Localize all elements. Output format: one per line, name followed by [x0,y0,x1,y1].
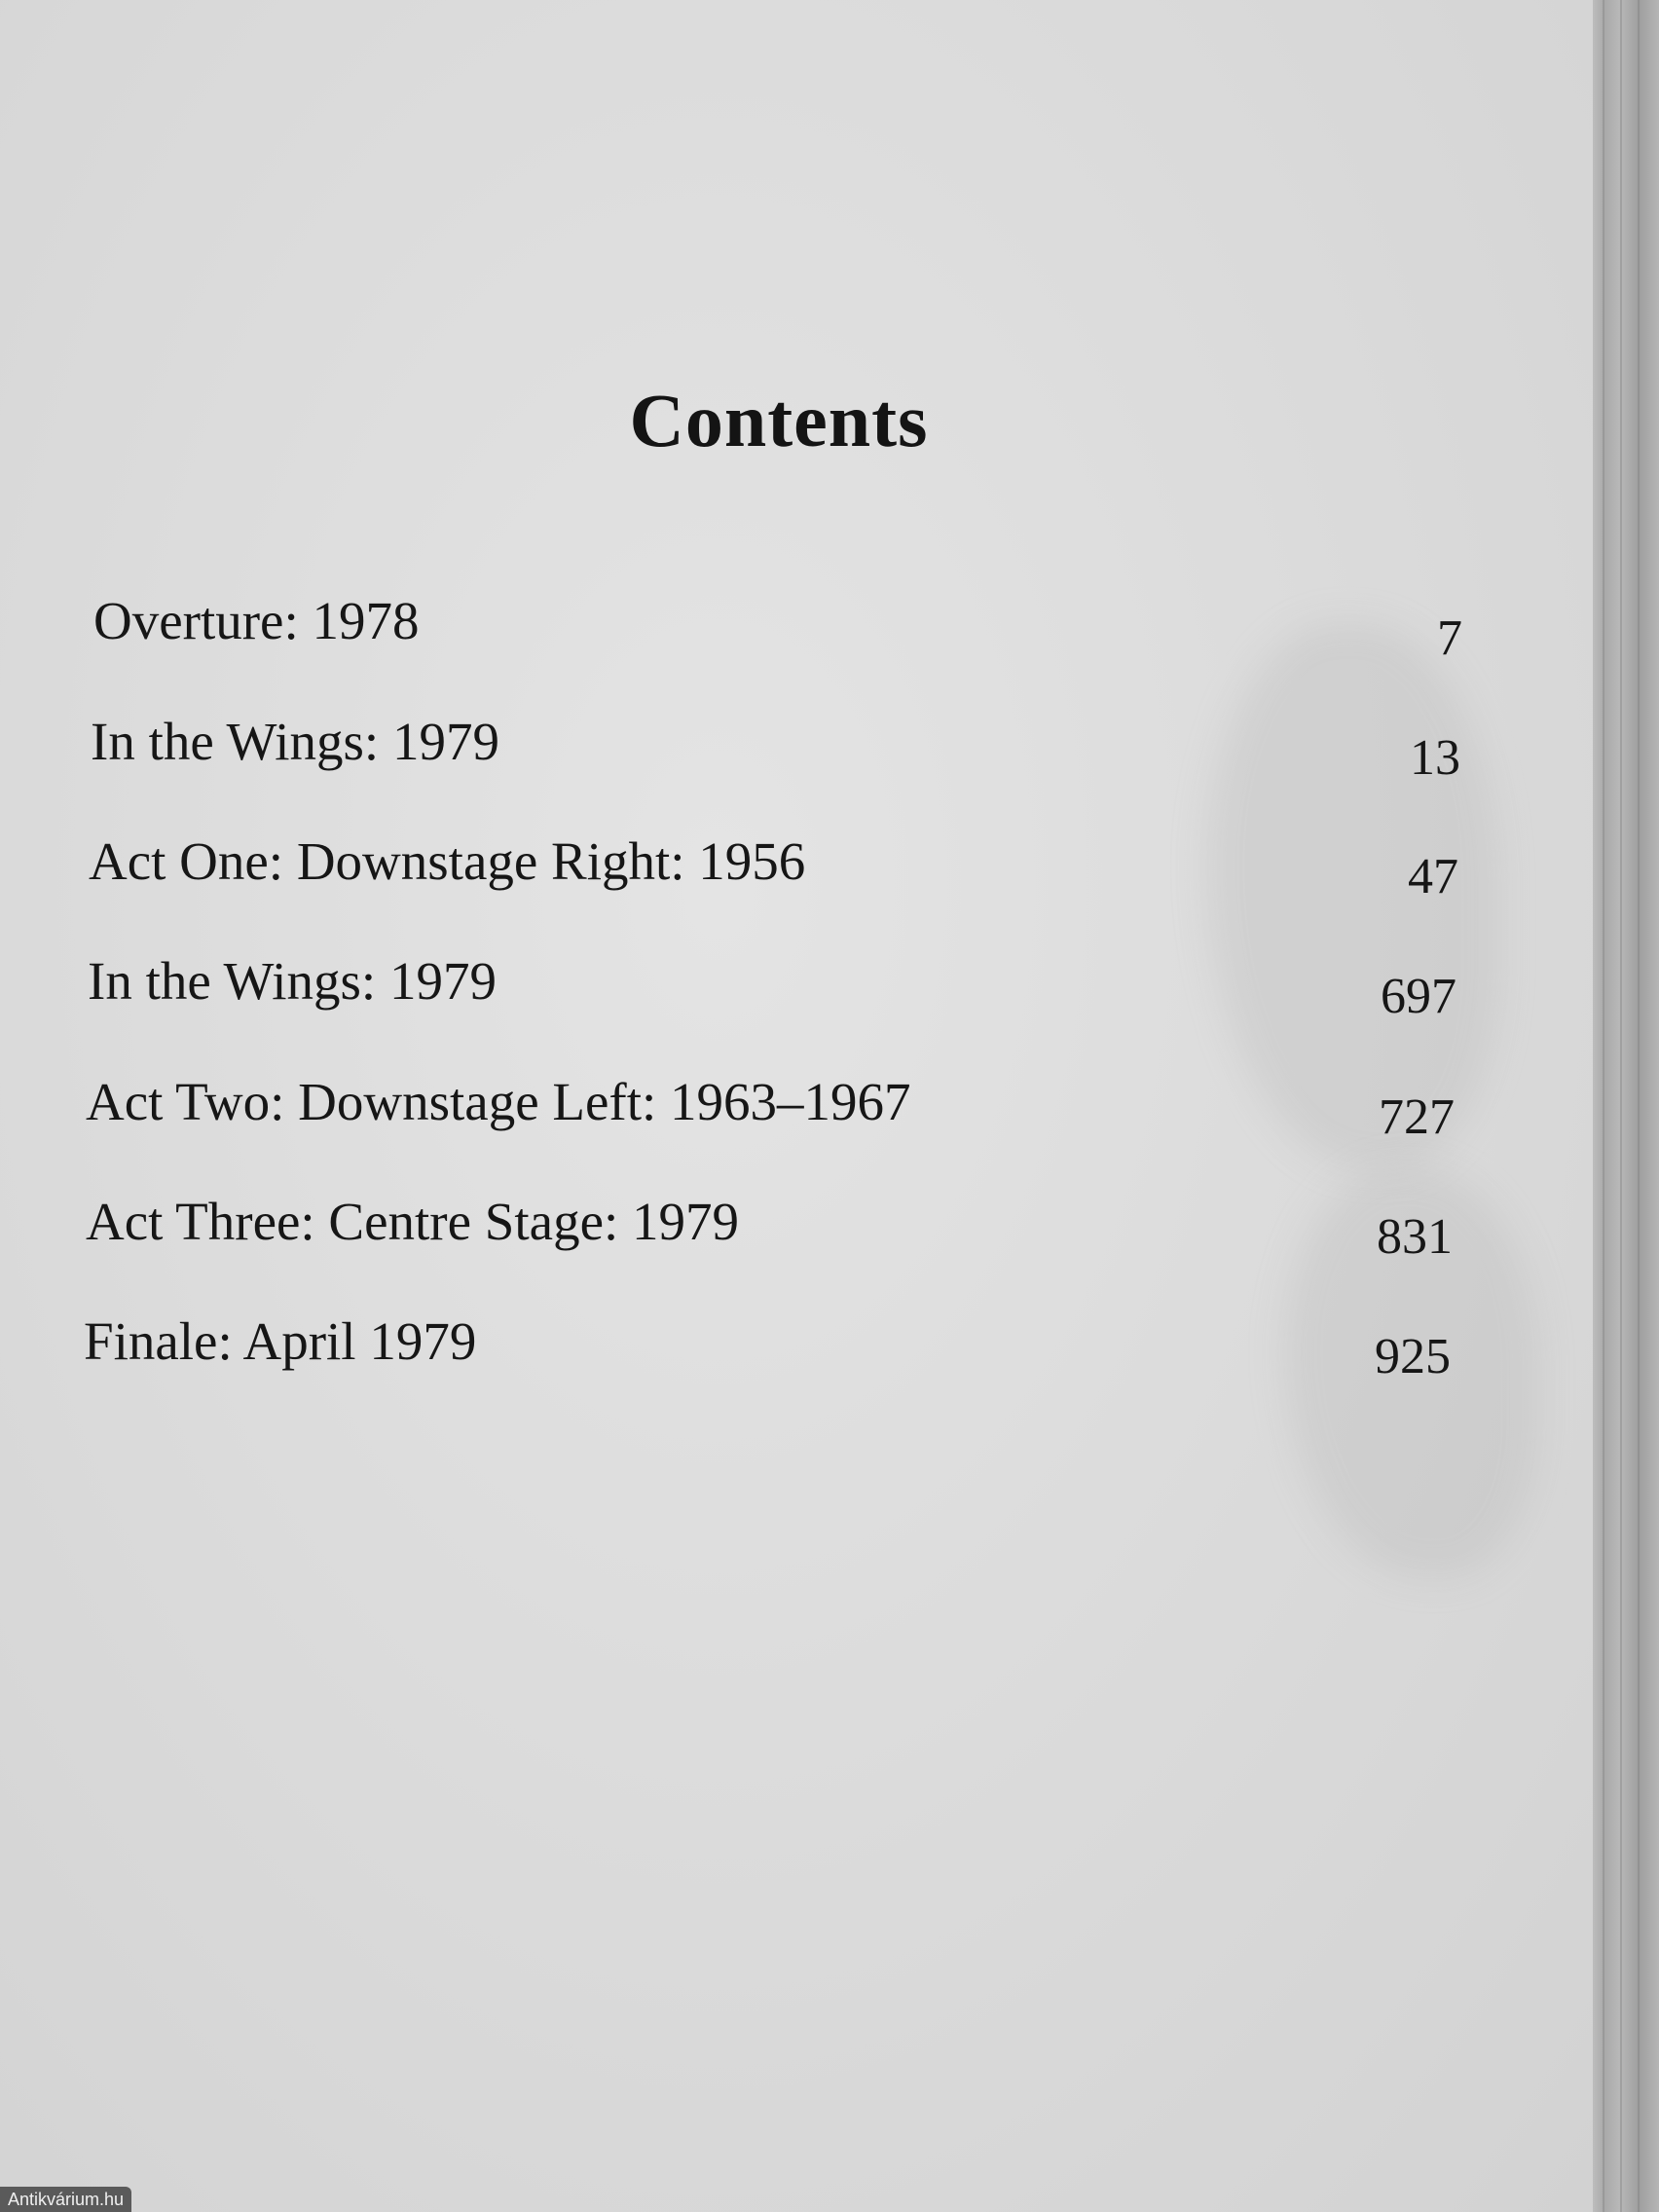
toc-entry-page: 925 [1375,1329,1451,1384]
toc-entry-title: Act One: Downstage Right: 1956 [89,831,806,891]
toc-entry-title: In the Wings: 1979 [91,712,499,771]
page-edge-line [1620,0,1622,2212]
toc-entry-page: 7 [1437,610,1462,666]
toc-entry-title: Overture: 1978 [93,591,420,650]
toc-entry-page: 47 [1408,849,1458,904]
page-edge-line [1638,0,1640,2212]
toc-entry-title: Act Two: Downstage Left: 1963–1967 [86,1072,911,1131]
toc-entry-page: 727 [1379,1089,1455,1145]
toc-entry-title: Act Three: Centre Stage: 1979 [86,1192,740,1251]
toc-entry-title: Finale: April 1979 [84,1311,477,1371]
toc-entry-title: In the Wings: 1979 [88,951,497,1011]
toc-entry-page: 697 [1381,969,1456,1024]
page-block-edge [1593,0,1659,2212]
page-title: Contents [629,378,929,463]
watermark-label: Antikvárium.hu [0,2187,131,2212]
toc-entry-page: 13 [1410,730,1460,786]
toc-entry-page: 831 [1377,1209,1453,1265]
page-edge-line [1603,0,1604,2212]
